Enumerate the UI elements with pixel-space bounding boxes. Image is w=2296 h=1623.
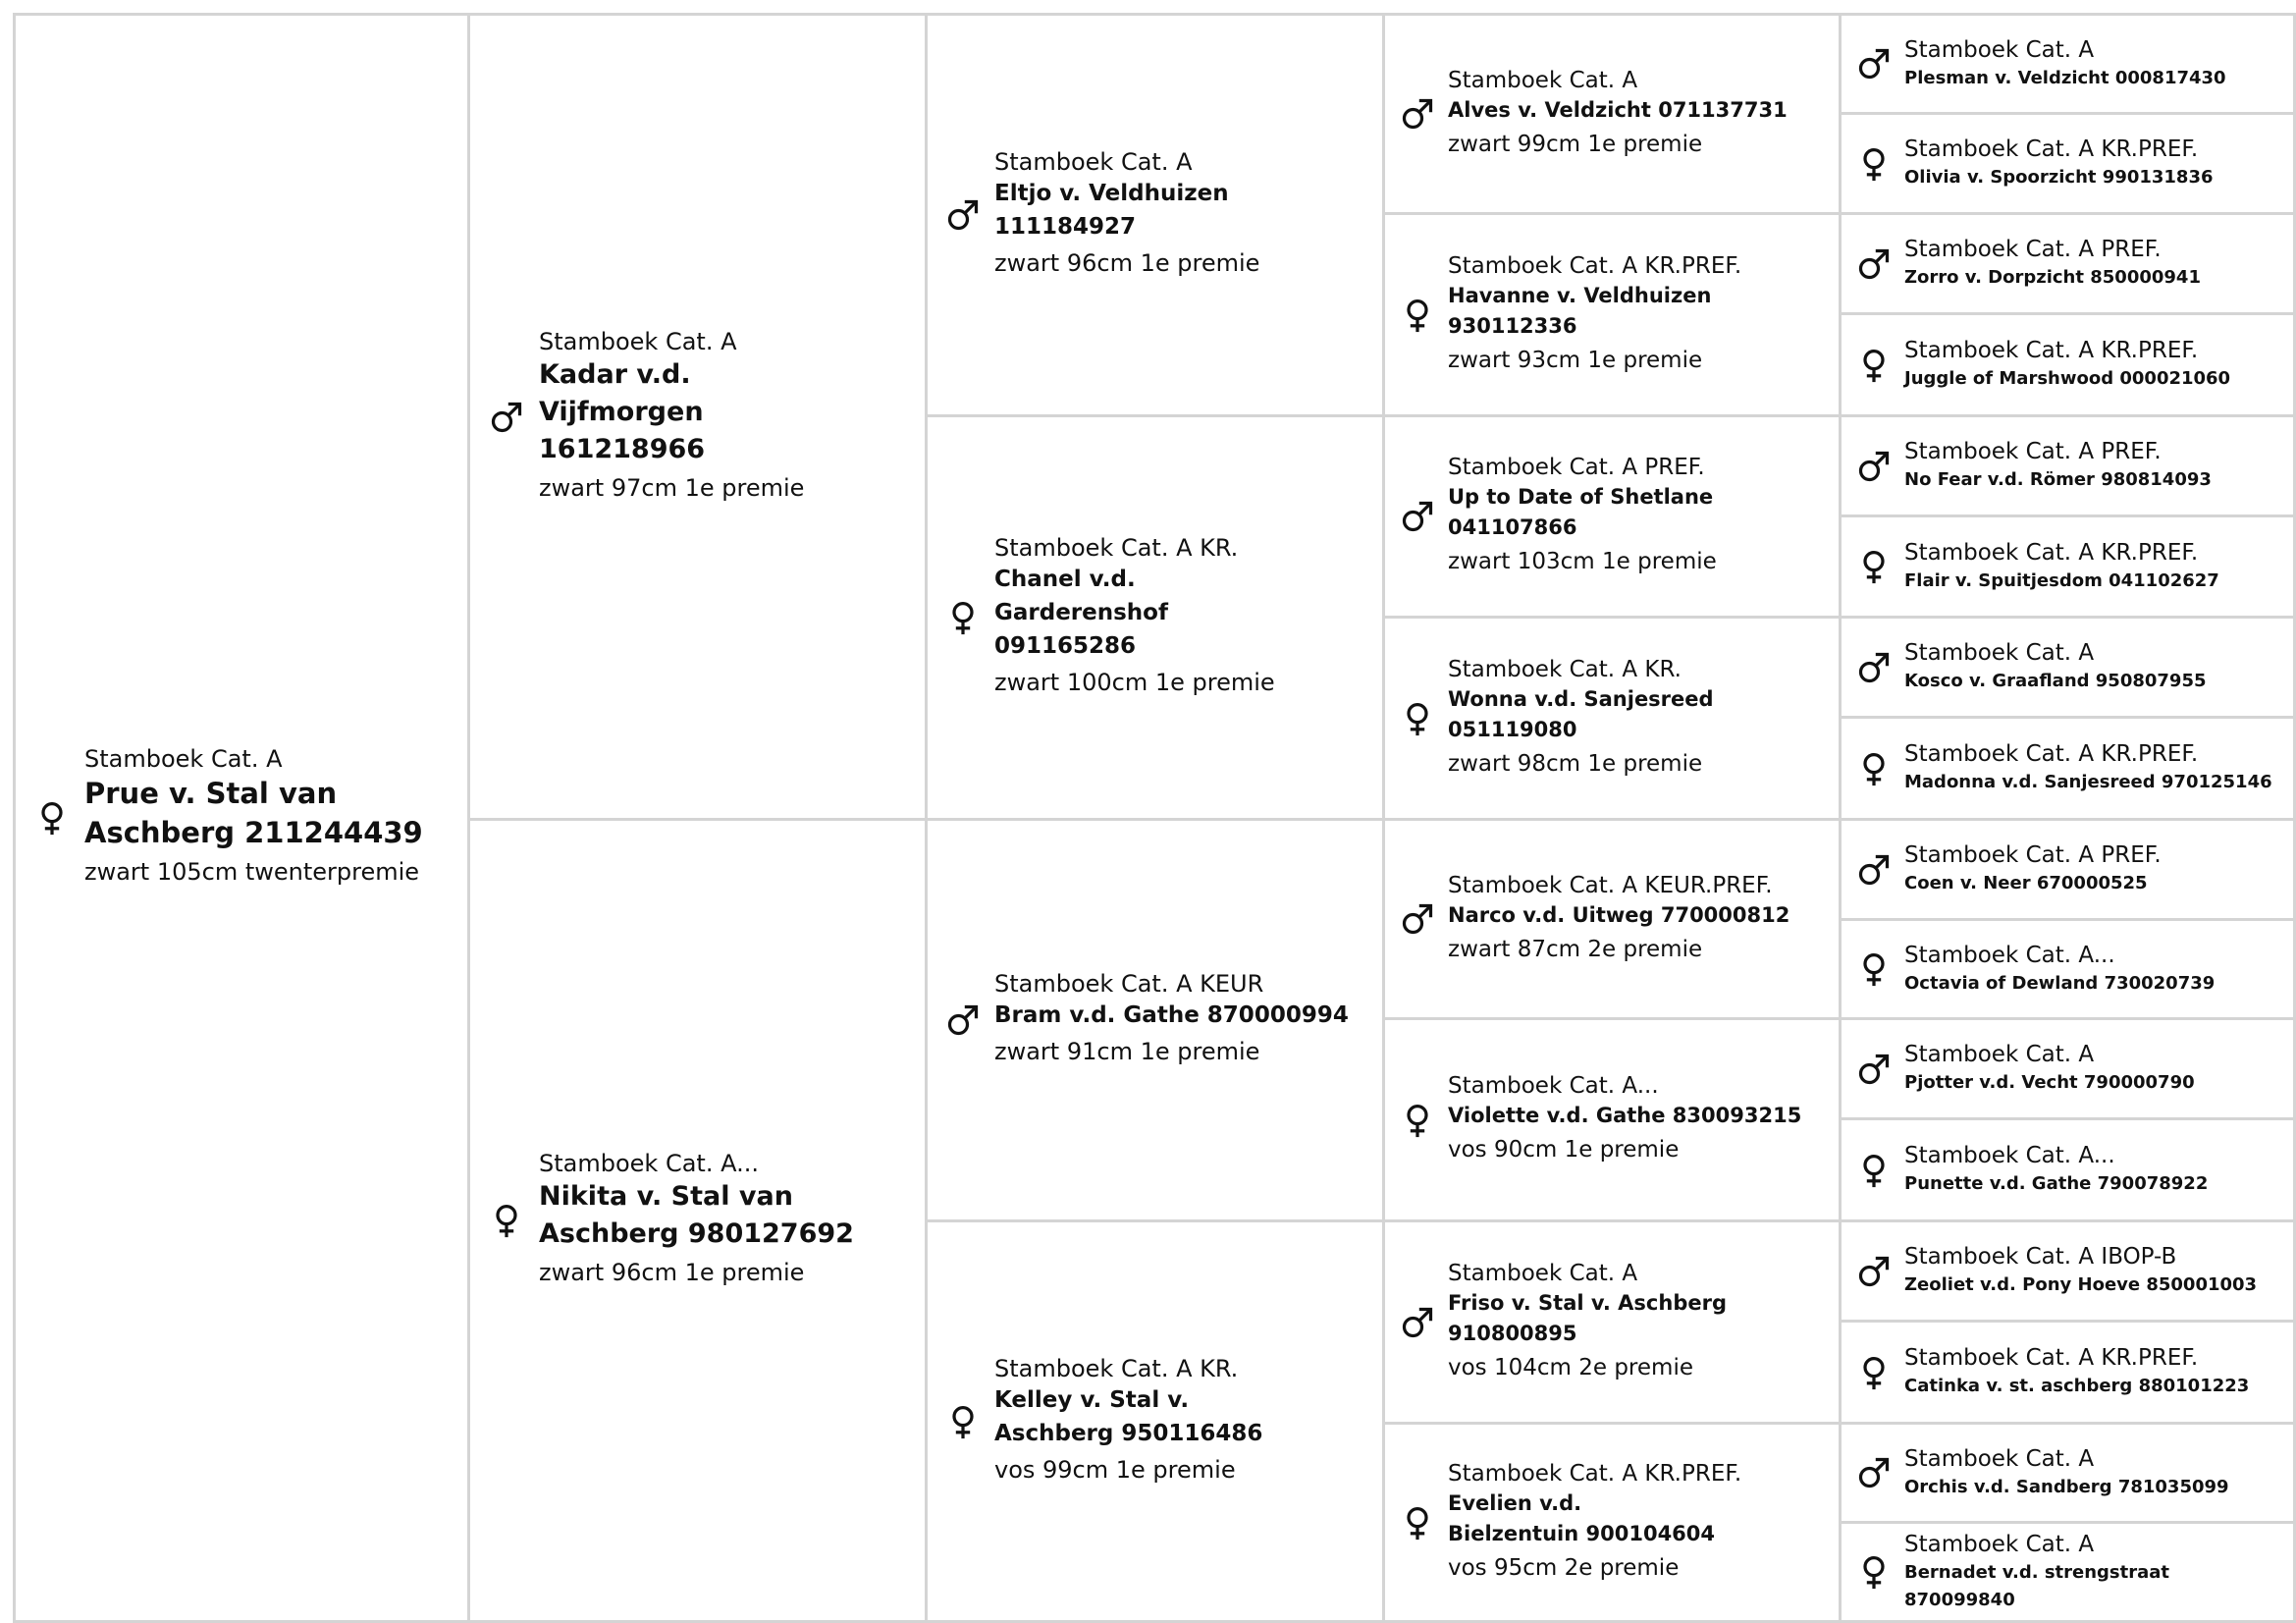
pedigree-sire[interactable] — [467, 13, 928, 821]
male-symbol-icon — [1851, 1455, 1896, 1490]
pedigree-ancestor[interactable] — [1839, 1017, 2296, 1120]
horse-name: Pjotter v.d. Vecht 790000790 — [1904, 1072, 2195, 1093]
male-symbol-icon — [1395, 901, 1440, 937]
male-symbol-icon — [1395, 499, 1440, 534]
male-symbol-icon — [1851, 246, 1896, 282]
horse-description: vos 95cm 2e premie — [1448, 1554, 1680, 1581]
male-symbol-icon — [1851, 46, 1896, 81]
registration-status: Stamboek Cat. A... — [1448, 1073, 1659, 1099]
registration-status: Stamboek Cat. A — [84, 745, 283, 773]
registration-status: Stamboek Cat. A — [1904, 1445, 2095, 1472]
registration-status: Stamboek Cat. A PREF. — [1448, 455, 1705, 480]
registration-status: Stamboek Cat. A KR. — [1448, 656, 1682, 682]
female-symbol-icon — [939, 1404, 987, 1439]
registration-status: Stamboek Cat. A IBOP-B — [1904, 1244, 2177, 1270]
horse-description: zwart 93cm 1e premie — [1448, 347, 1703, 373]
horse-name: Catinka v. st. aschberg 880101223 — [1904, 1376, 2250, 1396]
pedigree-ancestor[interactable] — [1839, 514, 2296, 619]
horse-name: Octavia of Dewland 730020739 — [1904, 972, 2216, 994]
pedigree-ancestor[interactable] — [1839, 112, 2296, 215]
horse-description: zwart 103cm 1e premie — [1448, 549, 1717, 574]
pedigree-ancestor[interactable] — [1839, 1117, 2296, 1222]
horse-name: Madonna v.d. Sanjesreed 970125146 — [1904, 772, 2272, 792]
pedigree-ancestor[interactable] — [1839, 1422, 2296, 1524]
horse-name: Bernadet v.d. strengstraat 870099840 — [1904, 1561, 2170, 1610]
horse-name: Olivia v. Spoorzicht 990131836 — [1904, 167, 2214, 188]
pedigree-ancestor[interactable] — [1839, 13, 2296, 115]
registration-status: Stamboek Cat. A — [1904, 640, 2095, 666]
male-symbol-icon — [1851, 650, 1896, 685]
female-symbol-icon — [1851, 951, 1896, 987]
pedigree-great-grandparent[interactable] — [1382, 13, 1842, 215]
registration-status: Stamboek Cat. A KR.PREF. — [1904, 1345, 2199, 1371]
female-symbol-icon — [1395, 298, 1440, 333]
registration-status: Stamboek Cat. A KR.PREF. — [1448, 252, 1742, 279]
registration-status: Stamboek Cat. A KEUR.PREF. — [1448, 872, 1773, 898]
pedigree-dam[interactable] — [467, 818, 928, 1623]
male-symbol-icon — [939, 197, 987, 233]
registration-status: Stamboek Cat. A — [1448, 1260, 1638, 1286]
horse-name: Kelley v. Stal v. Aschberg 950116486 — [994, 1386, 1263, 1446]
male-symbol-icon — [939, 1002, 987, 1038]
registration-status: Stamboek Cat. A PREF. — [1904, 237, 2162, 262]
registration-status: Stamboek Cat. A KR.PREF. — [1904, 136, 2199, 162]
pedigree-subject[interactable] — [13, 13, 470, 1623]
male-symbol-icon — [482, 400, 531, 435]
registration-status: Stamboek Cat. A — [539, 327, 737, 355]
pedigree-ancestor[interactable] — [1839, 716, 2296, 821]
pedigree-great-grandparent[interactable] — [1382, 818, 1842, 1020]
horse-name: Bram v.d. Gathe 870000994 — [994, 1002, 1349, 1028]
pedigree-ancestor[interactable] — [1839, 918, 2296, 1020]
registration-status: Stamboek Cat. A PREF. — [1904, 842, 2162, 868]
horse-name: Coen v. Neer 670000525 — [1904, 873, 2148, 893]
pedigree-ancestor[interactable] — [1839, 1521, 2296, 1623]
pedigree-ancestor[interactable] — [1839, 312, 2296, 417]
female-symbol-icon — [482, 1203, 531, 1238]
pedigree-great-grandparent[interactable] — [1382, 1422, 1842, 1623]
pedigree-ancestor[interactable] — [1839, 1219, 2296, 1323]
horse-description: zwart 96cm 1e premie — [994, 249, 1260, 277]
registration-status: Stamboek Cat. A KR. — [994, 534, 1239, 562]
horse-description: zwart 96cm 1e premie — [539, 1259, 805, 1286]
female-symbol-icon — [1851, 348, 1896, 383]
female-symbol-icon — [1395, 1505, 1440, 1541]
female-symbol-icon — [27, 800, 77, 836]
horse-description: vos 90cm 1e premie — [1448, 1137, 1680, 1163]
registration-status: Stamboek Cat. A... — [1904, 1143, 2115, 1168]
pedigree-great-grandparent[interactable] — [1382, 414, 1842, 619]
horse-name: Juggle of Marshwood 000021060 — [1904, 368, 2231, 389]
horse-description: zwart 87cm 2e premie — [1448, 936, 1703, 962]
registration-status: Stamboek Cat. A KEUR — [994, 970, 1264, 998]
horse-name: Eltjo v. Veldhuizen 111184927 — [994, 181, 1229, 240]
horse-description: zwart 105cm twenterpremie — [84, 858, 420, 886]
female-symbol-icon — [1851, 1355, 1896, 1390]
pedigree-grandparent[interactable] — [925, 818, 1385, 1222]
male-symbol-icon — [1851, 1254, 1896, 1289]
pedigree-grandparent[interactable] — [925, 13, 1385, 417]
registration-status: Stamboek Cat. A — [1448, 67, 1638, 93]
registration-status: Stamboek Cat. A KR. — [994, 1354, 1239, 1382]
horse-description: zwart 97cm 1e premie — [539, 473, 805, 502]
registration-status: Stamboek Cat. A — [1904, 1042, 2095, 1067]
male-symbol-icon — [1395, 96, 1440, 132]
pedigree-great-grandparent[interactable] — [1382, 1219, 1842, 1425]
registration-status: Stamboek Cat. A — [1904, 36, 2095, 63]
female-symbol-icon — [1851, 146, 1896, 182]
pedigree-chart — [13, 13, 2296, 1623]
female-symbol-icon — [1395, 701, 1440, 736]
horse-description: zwart 98cm 1e premie — [1448, 750, 1703, 777]
horse-name: Kosco v. Graafland 950807955 — [1904, 671, 2207, 691]
pedigree-great-grandparent[interactable] — [1382, 212, 1842, 417]
horse-description: vos 99cm 1e premie — [994, 1455, 1236, 1484]
female-symbol-icon — [1851, 1554, 1896, 1590]
registration-status: Stamboek Cat. A... — [539, 1150, 759, 1177]
horse-name: Flair v. Spuitjesdom 041102627 — [1904, 569, 2219, 591]
registration-status: Stamboek Cat. A... — [1904, 942, 2115, 968]
male-symbol-icon — [1851, 1052, 1896, 1087]
pedigree-ancestor[interactable] — [1839, 818, 2296, 921]
pedigree-ancestor[interactable] — [1839, 414, 2296, 517]
horse-name: Zeoliet v.d. Pony Hoeve 850001003 — [1904, 1274, 2258, 1295]
pedigree-grandparent[interactable] — [925, 1219, 1385, 1623]
female-symbol-icon — [939, 600, 987, 635]
pedigree-ancestor[interactable] — [1839, 616, 2296, 719]
horse-name: Orchis v.d. Sandberg 781035099 — [1904, 1476, 2229, 1497]
horse-description: zwart 99cm 1e premie — [1448, 131, 1703, 157]
horse-name: Friso v. Stal v. Aschberg 910800895 — [1448, 1290, 1727, 1345]
horse-description: vos 104cm 2e premie — [1448, 1354, 1693, 1380]
horse-name: Evelien v.d. Bielzentuin 900104604 — [1448, 1490, 1716, 1545]
horse-name: Nikita v. Stal van Aschberg 980127692 — [539, 1181, 854, 1249]
horse-name: Narco v.d. Uitweg 770000812 — [1448, 902, 1790, 927]
female-symbol-icon — [1851, 549, 1896, 584]
horse-name: Havanne v. Veldhuizen 930112336 — [1448, 283, 1712, 338]
female-symbol-icon — [1851, 751, 1896, 786]
horse-name: Zorro v. Dorpzicht 850000941 — [1904, 267, 2201, 288]
horse-name: No Fear v.d. Römer 980814093 — [1904, 469, 2212, 490]
female-symbol-icon — [1395, 1103, 1440, 1138]
registration-status: Stamboek Cat. A — [1904, 1531, 2095, 1557]
male-symbol-icon — [1851, 852, 1896, 888]
pedigree-ancestor[interactable] — [1839, 212, 2296, 315]
horse-name: Chanel v.d. Garderenshof 091165286 — [994, 567, 1168, 659]
pedigree-ancestor[interactable] — [1839, 1320, 2296, 1425]
registration-status: Stamboek Cat. A KR.PREF. — [1448, 1460, 1742, 1487]
female-symbol-icon — [1851, 1153, 1896, 1188]
horse-name: Kadar v.d. Vijfmorgen 161218966 — [539, 358, 706, 464]
horse-name: Plesman v. Veldzicht 000817430 — [1904, 67, 2226, 88]
horse-name: Wonna v.d. Sanjesreed 051119080 — [1448, 686, 1714, 741]
horse-description: zwart 100cm 1e premie — [994, 669, 1275, 696]
male-symbol-icon — [1395, 1305, 1440, 1340]
horse-name: Alves v. Veldzicht 071137731 — [1448, 97, 1788, 122]
registration-status: Stamboek Cat. A PREF. — [1904, 439, 2162, 464]
pedigree-great-grandparent[interactable] — [1382, 616, 1842, 821]
horse-name: Violette v.d. Gathe 830093215 — [1448, 1104, 1802, 1127]
registration-status: Stamboek Cat. A — [994, 148, 1193, 176]
horse-description: zwart 91cm 1e premie — [994, 1038, 1260, 1065]
pedigree-grandparent[interactable] — [925, 414, 1385, 821]
registration-status: Stamboek Cat. A KR.PREF. — [1904, 539, 2199, 566]
horse-name: Up to Date of Shetlane 041107866 — [1448, 485, 1714, 539]
male-symbol-icon — [1851, 449, 1896, 484]
registration-status: Stamboek Cat. A KR.PREF. — [1904, 741, 2199, 767]
registration-status: Stamboek Cat. A KR.PREF. — [1904, 338, 2199, 363]
pedigree-great-grandparent[interactable] — [1382, 1017, 1842, 1222]
horse-name: Punette v.d. Gathe 790078922 — [1904, 1173, 2209, 1194]
horse-name: Prue v. Stal van Aschberg 211244439 — [84, 777, 423, 849]
